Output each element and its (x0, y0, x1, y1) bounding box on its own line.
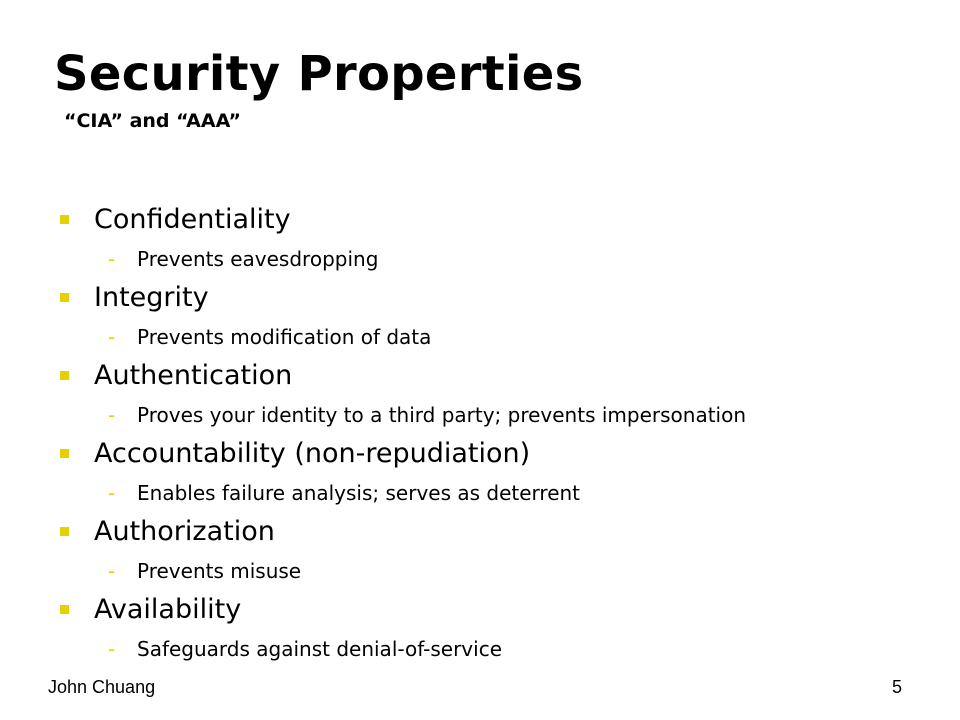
sub-bullet-text: Prevents modification of data (137, 325, 432, 349)
slide-title: Security Properties (54, 46, 584, 102)
sub-bullet-row (58, 554, 938, 588)
sub-bullet-text: Prevents misuse (137, 559, 302, 583)
dash-bullet-icon: - (108, 325, 116, 349)
bullet-item (58, 198, 938, 276)
square-bullet-icon (60, 215, 69, 224)
bullet-list (58, 198, 938, 666)
dash-bullet-icon: - (108, 403, 116, 427)
sub-bullet-text: Enables failure analysis; serves as deterrent (137, 481, 581, 505)
square-bullet-icon (60, 293, 69, 302)
bullet-row (58, 510, 938, 554)
bullet-label: Authentication (94, 360, 293, 391)
bullet-label: Confidentiality (94, 204, 291, 235)
bullet-item (58, 276, 938, 354)
bullet-item (58, 588, 938, 666)
sub-bullet-text: Prevents eavesdropping (137, 247, 379, 271)
dash-bullet-icon: - (108, 637, 116, 661)
square-bullet-icon (60, 371, 69, 380)
bullet-label: Accountability (non-repudiation) (94, 438, 531, 469)
bullet-row (58, 588, 938, 632)
bullet-row (58, 354, 938, 398)
dash-bullet-icon: - (108, 247, 116, 271)
bullet-label: Availability (94, 594, 242, 625)
page-number: 5 (891, 677, 902, 697)
sub-bullet-row (58, 632, 938, 666)
bullet-item (58, 510, 938, 588)
square-bullet-icon (60, 605, 69, 614)
sub-bullet-row (58, 398, 938, 432)
square-bullet-icon (60, 527, 69, 536)
sub-bullet-row (58, 320, 938, 354)
dash-bullet-icon: - (108, 481, 116, 505)
slide-subtitle: “CIA” and “AAA” (64, 110, 242, 132)
footer-author: John Chuang (48, 677, 156, 697)
bullet-label: Authorization (94, 516, 275, 547)
sub-bullet-text: Safeguards against denial-of-service (137, 637, 502, 661)
bullet-row (58, 198, 938, 242)
bullet-row (58, 276, 938, 320)
dash-bullet-icon: - (108, 559, 116, 583)
bullet-item (58, 354, 938, 432)
bullet-label: Integrity (94, 282, 209, 313)
square-bullet-icon (60, 449, 69, 458)
bullet-item (58, 432, 938, 510)
sub-bullet-text: Proves your identity to a third party; prevents impersonation (137, 403, 747, 427)
sub-bullet-row (58, 476, 938, 510)
bullet-row (58, 432, 938, 476)
sub-bullet-row (58, 242, 938, 276)
